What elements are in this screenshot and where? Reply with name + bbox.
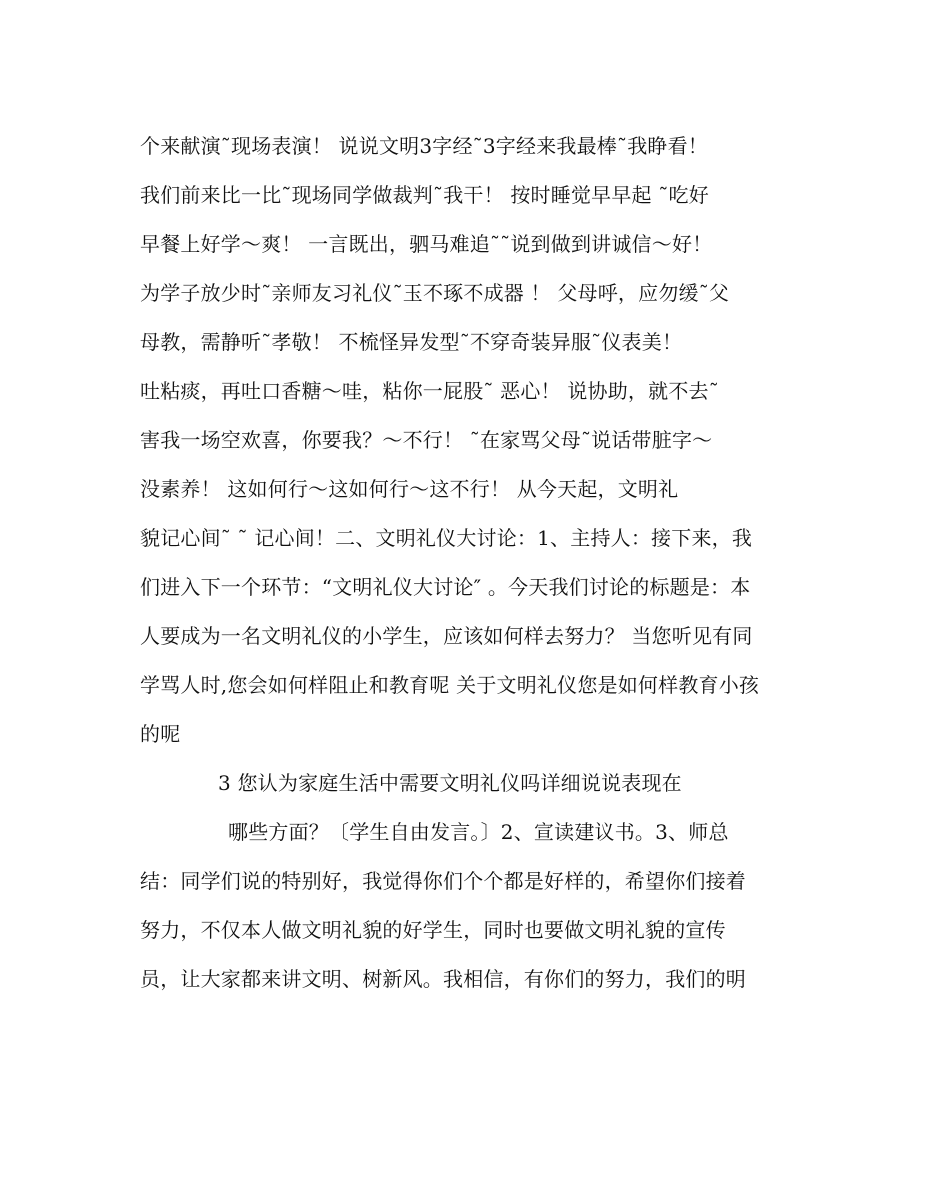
- text-line: 为学子放少时˜亲师友习礼仪˜玉不琢不成器 ！ 父母呼，应勿缓˜父: [140, 281, 730, 305]
- text-line: 早餐上好学～爽！ 一言既出，驷马难追˜˜说到做到讲诚信～好！: [140, 232, 713, 256]
- text-line: 学骂人时,您会如何样阻止和教育呢 关于文明礼仪您是如何样教育小孩: [140, 673, 760, 697]
- text-line: 努力，不仅本人做文明礼貌的好学生，同时也要做文明礼貌的宣传: [140, 918, 726, 942]
- text-line: 吐粘痰，再吐口香糖～哇，粘你一屁股˜ 恶心！ 说协助，就不去˜: [140, 379, 719, 403]
- text-line: 没素养！ 这如何行～这如何行～这不行！ 从今天起，文明礼: [140, 477, 679, 501]
- question-line: 3 您认为家庭生活中需要文明礼仪吗详细说说表现在: [218, 771, 682, 795]
- text-line: 人要成为一名文明礼仪的小学生，应该如何样去努力？ 当您听见有同: [140, 624, 753, 648]
- text-line: 哪些方面？〔学生自由发言。〕2、宣读建议书。3、师总: [228, 820, 729, 844]
- text-line: 结：同学们说的特别好，我觉得你们个个都是好样的，希望你们接着: [140, 869, 746, 893]
- text-line: 个来献演˜现场表演！ 说说文明3字经˜3字经来我最棒˜我睁看！: [140, 134, 709, 158]
- text-line: 我们前来比一比˜现场同学做裁判˜我干！ 按时睡觉早早起 ˜吃好: [140, 183, 709, 207]
- text-line: 的呢: [140, 722, 181, 746]
- text-line: 们进入下一个环节：“文明礼仪大讨论″ 。今天我们讨论的标题是：本: [140, 575, 751, 599]
- text-line: 害我一场空欢喜，你要我？～不行！ ˜在家骂父母˜说话带脏字～: [140, 428, 713, 452]
- text-line: 母教，需静听˜孝敬！ 不梳怪异发型˜不穿奇装异服˜仪表美！: [140, 330, 683, 354]
- text-line: 员，让大家都来讲文明、树新风。我相信，有你们的努力，我们的明: [140, 967, 746, 991]
- text-line: 貌记心间˜ ˜ 记心间！二、文明礼仪大讨论：1、主持人：接下来，我: [140, 526, 753, 550]
